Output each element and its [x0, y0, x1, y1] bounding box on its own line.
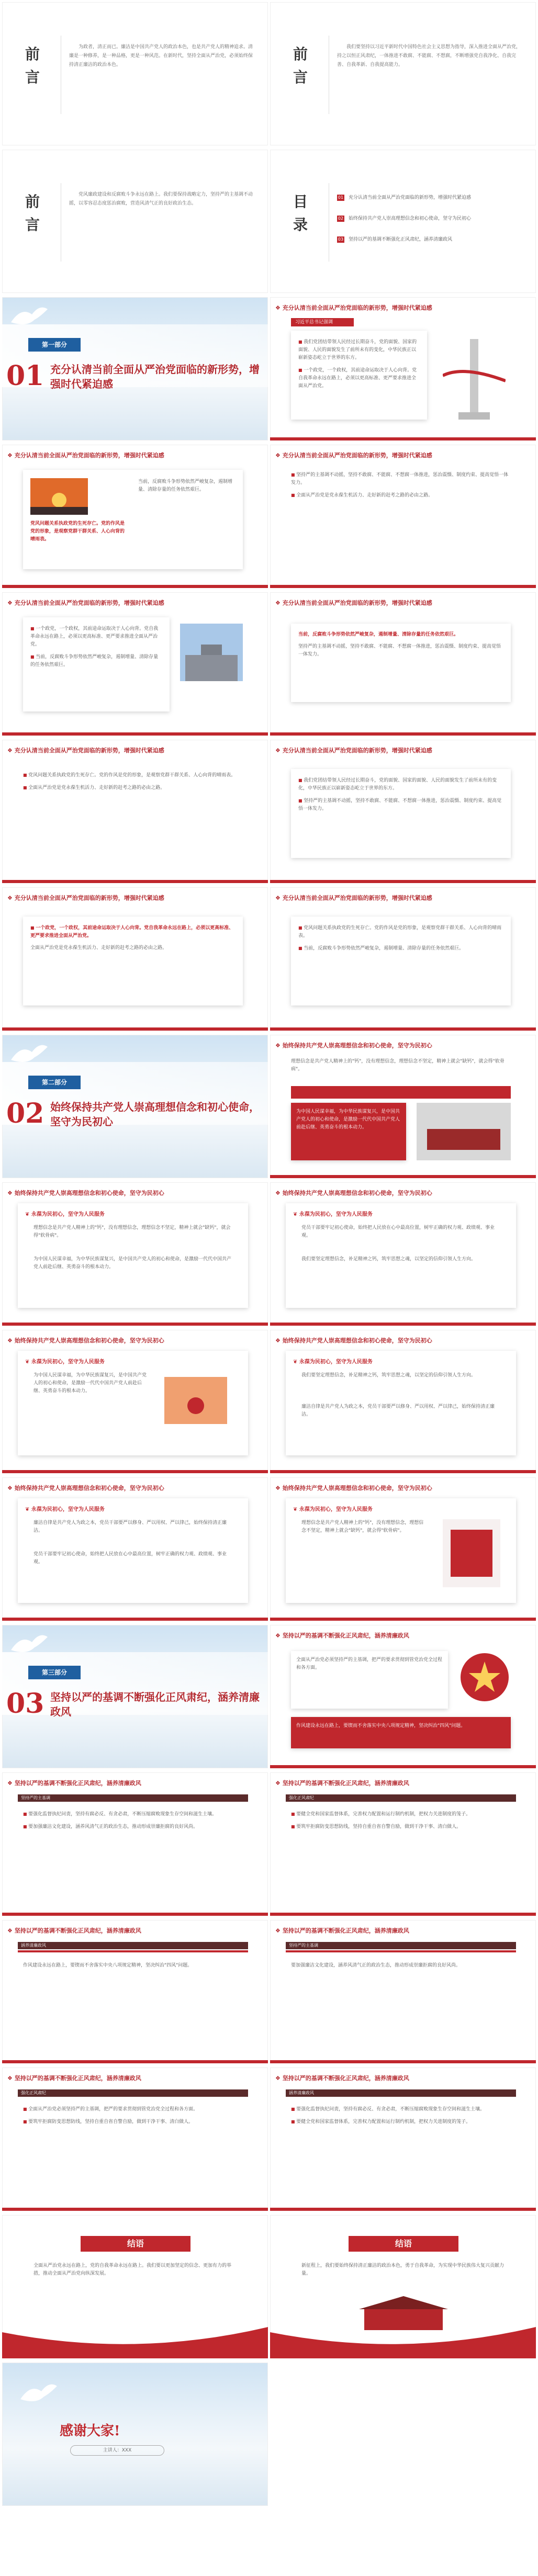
bottom-bar [2, 1323, 268, 1326]
card-text: 为中国人民谋幸福，为中华民族谋复兴，是中国共产党人的初心和使命，是激励一代代中国共产党人前赴后继、英勇奋斗的根本动力。 [296, 1109, 400, 1130]
section-bar: 涵养清廉政风 [286, 2089, 516, 2097]
card-text: 理想信念是共产党人精神上的"钙"，没有理想信念，理想信念不坚定，精神上就会"缺钙"，就会得"软骨病"。 [301, 1520, 424, 1533]
point-title: ❦ 永葆为民初心，坚守为人民服务 [25, 1210, 105, 1217]
bottom-bar [2, 1618, 268, 1621]
card-text: 党员干部要牢记初心使命，始终把人民放在心中最高位置，树牢正确的权力观、政绩观、事业观。 [301, 1225, 495, 1238]
presenter-label: 主讲人：XXX [70, 2445, 164, 2456]
bullet-text: ■ 全面从严治党必须坚持严的主基调，把严的要求贯彻到管党治党全过程和各方面。 [23, 2105, 243, 2114]
point-title: ❦ 永葆为民初心，坚守为人民服务 [293, 1357, 373, 1365]
card-text: 全面从严治党是党永葆生机活力、走好新的赶考之路的必由之路。 [30, 945, 167, 951]
part-tag: 第一部分 [28, 338, 81, 352]
content-card [23, 917, 243, 1005]
conclusion-title: 结语 [349, 2236, 458, 2252]
red-wave-decor [2, 2311, 268, 2358]
slide-text: 理想信念是共产党人精神上的"钙"，没有理想信念，理想信念不坚定，精神上就会"缺钙"，就会得"软骨病"。 [291, 1059, 505, 1072]
bottom-bar [270, 880, 536, 883]
content-card [291, 624, 511, 702]
part-tag: 第二部分 [28, 1076, 81, 1089]
bottom-bar [270, 1470, 536, 1473]
slide-part3-a [270, 1625, 536, 1768]
point-title: ❦ 永葆为民初心，坚守为人民服务 [293, 1505, 373, 1512]
foreword-title: 前 言 [293, 46, 308, 86]
section-bar: 强化正风肃纪 [286, 1794, 516, 1802]
slide-part1-a [270, 297, 536, 440]
slide-header: ❖ 充分认清当前全面从严治党面临的新形势，增强时代紧迫感 [7, 746, 164, 754]
seal-image [443, 1519, 500, 1587]
slide-part2-b [2, 1182, 268, 1326]
slide-conclusion-1 [2, 2215, 268, 2358]
slide-header: ❖ 充分认清当前全面从严治党面临的新形势，增强时代紧迫感 [275, 451, 432, 459]
card-text: ■ 当前，反腐败斗争形势依然严峻复杂，遏制增量、清除存量的任务依然艰巨。 [298, 944, 503, 953]
slide-header: ❖ 始终保持共产党人崇高理想信念和初心使命，坚守为民初心 [275, 1041, 432, 1049]
slide-header: ❖ 始终保持共产党人崇高理想信念和初心使命，坚守为民初心 [7, 1189, 164, 1197]
card-text: ■ 党风问题关系执政党的生死存亡。党的作风是党的形象，是观察党群干群关系、人心向背的晴雨表。 [298, 924, 503, 940]
slide-header: ❖ 充分认清当前全面从严治党面临的新形势，增强时代紧迫感 [275, 746, 432, 754]
part-number: 02 [6, 1098, 44, 1129]
bullet-text: ■ 要筑牢拒腐防变思想防线，坚持自重自省自警自励，做到干净干事、清白做人。 [23, 2118, 243, 2126]
foreword-title: 前 言 [25, 193, 40, 233]
section-bar: 强化正风肃纪 [18, 2089, 248, 2097]
content-card [291, 917, 511, 1005]
part-title: 始终保持共产党人崇高理想信念和初心使命，坚守为民初心 [50, 1101, 260, 1128]
dove-icon [18, 2378, 60, 2410]
slide-header: ❖ 坚持以严的基调不断强化正风肃纪，涵养清廉政风 [7, 1779, 141, 1787]
slide-part1-i [270, 887, 536, 1031]
slide-part2-e [270, 1330, 536, 1473]
slide-text: 作风建设永远在路上，要锲而不舍落实中央八项规定精神，坚决纠治"四风"问题。 [23, 1963, 193, 1968]
slide-header: ❖ 始终保持共产党人崇高理想信念和初心使命，坚守为民初心 [7, 1336, 164, 1345]
slide-part3-g [270, 2067, 536, 2211]
content-card [18, 1498, 248, 1603]
bottom-bar [2, 1027, 268, 1031]
section-bar: 涵养清廉政风 [18, 1942, 248, 1949]
slide-part3-f [2, 2067, 268, 2211]
card-text: 当前，反腐败斗争形势依然严峻复杂，遏制增量、清除存量的任务依然艰巨。 [138, 479, 233, 492]
content-card [23, 470, 243, 569]
slide-part3-c [270, 1772, 536, 1916]
content-card [286, 1203, 516, 1308]
bullet-text: ■ 要健全党和国家监督体系，完善权力配置和运行制约机制，把权力关进制度的笼子。 [291, 2118, 511, 2126]
card-text: 理想信念是共产党人精神上的"钙"，没有理想信念，理想信念不坚定，精神上就会"缺钙"，就会得"软骨病"。 [33, 1225, 231, 1238]
slide-text [23, 771, 243, 796]
bottom-bar [2, 2060, 268, 2063]
card-text: ■ 我们党团结带领人民经过长期奋斗，党的面貌、国家的面貌、人民的面貌发生了前所未有的变化，中华民族正以崭新姿态屹立于世界的东方。 [298, 338, 420, 362]
content-card [286, 1351, 516, 1455]
slide-part3-d [2, 1920, 268, 2063]
slide-part1-h [2, 887, 268, 1031]
slide-header: ❖ 坚持以严的基调不断强化正风肃纪，涵养清廉政风 [275, 1631, 409, 1640]
slide-header: ❖ 充分认清当前全面从严治党面临的新形势，增强时代紧迫感 [275, 894, 432, 902]
sub-ribbon: 习近平总书记强调 [291, 318, 354, 326]
slide-part1-b [2, 445, 268, 588]
sunrise-image [164, 1377, 227, 1424]
point-title: ❦ 永葆为民初心，坚守为人民服务 [25, 1505, 105, 1512]
slide-foreword-1 [2, 2, 268, 145]
slide-header: ❖ 坚持以严的基调不断强化正风肃纪，涵养清廉政风 [275, 2074, 409, 2082]
slide-toc [270, 150, 536, 293]
sunset-image [30, 478, 88, 515]
bottom-bar [270, 1913, 536, 1916]
content-card [291, 769, 511, 858]
bottom-bar [2, 1470, 268, 1473]
slide-header: ❖ 坚持以严的基调不断强化正风肃纪，涵养清廉政风 [275, 1779, 409, 1787]
slide-part2-c [270, 1182, 536, 1326]
building-image [180, 624, 243, 681]
point-title: ❦ 永葆为民初心，坚守为人民服务 [293, 1210, 373, 1217]
toc-title: 目 录 [293, 193, 308, 233]
content-card [291, 331, 427, 420]
slide-part1-cover [2, 297, 268, 440]
content-card [18, 1351, 248, 1455]
card-text: 全面从严治党必须坚持严的主基调，把严的要求贯彻到管党治党全过程和各方面。 [296, 1657, 443, 1670]
slide-thanks [2, 2363, 268, 2506]
slide-part1-c [270, 445, 536, 588]
bottom-bar [2, 880, 268, 883]
card-text: 为中国人民谋幸福，为中华民族谋复兴，是中国共产党人的初心和使命，是激励一代代中国共产党人前赴后继、英勇奋斗的根本动力。 [33, 1257, 232, 1270]
slide-part2-f [2, 1477, 268, 1621]
card-text: ■ 一个政党，一个政权，其前途命运取决于人心向背。党自我革命永远在路上，必须以更高标准、更严要求推进全面从严治党。 [30, 625, 162, 649]
card-text: 坚持严的主基调不动摇，坚持不敢腐、不能腐、不想腐一体推进，惩治震慑、制度约束、提高觉悟一体发力。 [298, 644, 501, 657]
foreword-title: 前 言 [25, 46, 40, 86]
accent-line [18, 1950, 248, 1952]
slide-part3-cover [2, 1625, 268, 1768]
slide-header: ❖ 坚持以严的基调不断强化正风肃纪，涵养清廉政风 [7, 1926, 141, 1935]
card-text: 党风问题关系执政党的生死存亡。党的作风是党的形象，是观察党群干群关系、人心向背的晴雨表。 [30, 521, 125, 542]
bottom-bar [2, 1913, 268, 1916]
bottom-bar [270, 437, 536, 440]
bullet-text: ■ 坚持严的主基调不动摇，坚持不敢腐、不能腐、不想腐一体推进，惩治震慑、制度约束、提高觉悟一体发力。 [291, 471, 511, 487]
slide-text [23, 1810, 243, 1835]
slide-part3-b [2, 1772, 268, 1916]
toc-item-1[interactable]: 01 充分认清当前全面从严治党面临的新形势，增强时代紧迫感 [338, 195, 472, 200]
slide-header: ❖ 始终保持共产党人崇高理想信念和初心使命，坚守为民初心 [275, 1484, 432, 1492]
foreword-paragraph: 我们要坚持以习近平新时代中国特色社会主义思想为指导，深入推进全面从严治党，持之以恒正风肃纪，一体推进不敢腐、不能腐、不想腐，不断增强党自我净化、自我完善、自我革新、自我提高能力。 [337, 44, 521, 67]
slide-header: ❖ 坚持以严的基调不断强化正风肃纪，涵养清廉政风 [7, 2074, 141, 2082]
bottom-bar [270, 732, 536, 736]
slide-part1-d [2, 592, 268, 736]
card-text: ■ 一个政党，一个政权，其前途命运取决于人心向背。党自我革命永远在路上，必须以更高标准、更严要求推进全面从严治党。 [30, 924, 236, 940]
bullet-text: ■ 要健全党和国家监督体系，完善权力配置和运行制约机制，把权力关进制度的笼子。 [291, 1810, 511, 1818]
bottom-bar [270, 2060, 536, 2063]
slide-text: 要加强廉洁文化建设，涵养风清气正的政治生态，推动形成崇廉拒腐的良好风尚。 [291, 1963, 461, 1968]
section-bar: 坚持严的主基调 [286, 1942, 516, 1949]
slide-part1-e [270, 592, 536, 736]
slide-foreword-3 [2, 150, 268, 293]
slide-header: ❖ 充分认清当前全面从严治党面临的新形势，增强时代紧迫感 [7, 451, 164, 459]
part-title: 充分认清当前全面从严治党面临的新形势，增强时代紧迫感 [50, 363, 260, 390]
part-title: 坚持以严的基调不断强化正风肃纪，涵养清廉政风 [50, 1691, 260, 1718]
bullet-text: ■ 要加强廉洁文化建设，涵养风清气正的政治生态，推动形成崇廉拒腐的良好风尚。 [23, 1823, 243, 1831]
slide-part1-g [270, 740, 536, 883]
highlight-bar [291, 1086, 511, 1099]
slide-part2-a [270, 1035, 536, 1178]
card-text: ■ 我们党团结带领人民经过长期奋斗，党的面貌、国家的面貌、人民的面貌发生了前所未有的变化，中华民族正以崭新姿态屹立于世界的东方。 [298, 776, 503, 793]
accent-line [286, 1950, 516, 1952]
slide-part2-g [270, 1477, 536, 1621]
square-image [417, 1103, 511, 1160]
content-card [291, 1651, 448, 1709]
slide-header: ❖ 充分认清当前全面从严治党面临的新形势，增强时代紧迫感 [275, 303, 432, 312]
flag-emblem-image [458, 1651, 511, 1703]
slide-text [291, 1810, 511, 1835]
slide-part1-f [2, 740, 268, 883]
bottom-bar [2, 585, 268, 588]
bullet-text: ■ 要强化监督执纪问责，坚持有腐必反、有贪必肃，不断压缩腐败现象生存空间和滋生土壤。 [23, 1810, 243, 1818]
point-title: ❦ 永葆为民初心，坚守为人民服务 [25, 1357, 105, 1365]
bottom-bar [270, 1027, 536, 1031]
slide-text [23, 2105, 243, 2130]
bottom-bar [270, 1765, 536, 1768]
card-text: 作风建设永远在路上，要锲而不舍落实中央八项规定精神，坚决纠治"四风"问题。 [296, 1723, 466, 1728]
bullet-text: ■ 党风问题关系执政党的生死存亡。党的作风是党的形象，是观察党群干群关系、人心向背的晴雨表。 [23, 771, 243, 779]
slide-text [291, 2105, 511, 2130]
bottom-bar [2, 732, 268, 736]
conclusion-text: 新征程上，我们要始终保持清正廉洁的政治本色，勇于自我革命，为实现中华民族伟大复兴贡献力量。 [301, 2263, 505, 2276]
card-text: 当前，反腐败斗争形势依然严峻复杂，遏制增量、清除存量的任务依然艰巨。 [298, 632, 459, 637]
bottom-bar [2, 2208, 268, 2211]
bottom-bar [270, 1323, 536, 1326]
content-card [286, 1498, 516, 1603]
slide-foreword-2 [270, 2, 536, 145]
card-text: 为中国人民谋幸福，为中华民族谋复兴，是中国共产党人的初心和使命，是激励一代代中国共产党人前赴后继、英勇奋斗的根本动力。 [33, 1373, 147, 1394]
bullet-text: ■ 要强化监督执纪问责，坚持有腐必反、有贪必肃，不断压缩腐败现象生存空间和滋生土壤。 [291, 2105, 511, 2114]
card-text: ■ 当前，反腐败斗争形势依然严峻复杂，遏制增量、清除存量的任务依然艰巨。 [30, 653, 162, 669]
red-card [291, 1717, 511, 1748]
slide-header: ❖ 充分认清当前全面从严治党面临的新形势，增强时代紧迫感 [7, 894, 164, 902]
monument-image [443, 329, 506, 423]
slide-header: ❖ 始终保持共产党人崇高理想信念和初心使命，坚守为民初心 [275, 1336, 432, 1345]
card-text: ■ 一个政党，一个政权，其前途命运取决于人心向背。党自我革命永远在路上，必须以更高标准、更严要求推进全面从严治党。 [298, 366, 420, 390]
red-wave-decor [270, 2311, 536, 2358]
foreword-paragraph: 为政者，清正而已。廉洁是中国共产党人的政治本色，也是共产党人的精神追求。清廉是一种修养，是一种品格，更是一种风范。在新时代，坚持全面从严治党，必须始终保持清正廉洁的政治本色。 [69, 44, 253, 67]
bottom-bar [270, 2208, 536, 2211]
content-card [23, 617, 170, 711]
foreword-paragraph: 党风廉政建设和反腐败斗争永远在路上。我们要保持战略定力，坚持严的主基调不动摇，以零容忍态度惩治腐败，营造风清气正的良好政治生态。 [69, 192, 253, 206]
slide-conclusion-2 [270, 2215, 536, 2358]
bottom-bar [270, 1175, 536, 1178]
bullet-text: ■ 要筑牢拒腐防变思想防线，坚持自重自省自警自励，做到干净干事、清白做人。 [291, 1823, 511, 1831]
conclusion-title: 结语 [81, 2236, 190, 2252]
slide-part3-e [270, 1920, 536, 2063]
slide-part2-d [2, 1330, 268, 1473]
card-text: 我们要坚定理想信念，补足精神之钙，筑牢思想之魂，以坚定的信仰引领人生方向。 [301, 1257, 476, 1262]
card-text: 廉洁自律是共产党人为政之本，党员干部要严以修身、严以用权、严以律己，始终保持清正廉洁。 [33, 1520, 227, 1533]
slide-header: ❖ 充分认清当前全面从严治党面临的新形势，增强时代紧迫感 [275, 598, 432, 607]
bullet-text: ■ 全面从严治党是党永葆生机活力、走好新的赶考之路的必由之路。 [291, 491, 511, 500]
slide-header: ❖ 坚持以严的基调不断强化正风肃纪，涵养清廉政风 [275, 1926, 409, 1935]
toc-item-2[interactable]: 02 始终保持共产党人崇高理想信念和初心使命，坚守为民初心 [338, 216, 472, 221]
content-card [18, 1203, 248, 1308]
bottom-bar [270, 585, 536, 588]
part-tag: 第三部分 [28, 1666, 81, 1679]
part-number: 03 [6, 1688, 44, 1720]
bottom-bar [270, 1618, 536, 1621]
bullet-text: ■ 全面从严治党是党永葆生机活力、走好新的赶考之路的必由之路。 [23, 784, 243, 792]
card-text: ■ 坚持严的主基调不动摇，坚持不敢腐、不能腐、不想腐一体推进，惩治震慑、制度约束、提高觉悟一体发力。 [298, 797, 503, 813]
slide-header: ❖ 始终保持共产党人崇高理想信念和初心使命，坚守为民初心 [7, 1484, 164, 1492]
slide-header: ❖ 充分认清当前全面从严治党面临的新形势，增强时代紧迫感 [7, 598, 164, 607]
card-text: 我们要坚定理想信念，补足精神之钙，筑牢思想之魂，以坚定的信仰引领人生方向。 [301, 1373, 476, 1378]
section-bar: 坚持严的主基调 [18, 1794, 248, 1802]
card-text: 廉洁自律是共产党人为政之本，党员干部要严以修身、严以用权、严以律己，始终保持清正廉洁。 [301, 1404, 495, 1417]
red-card [291, 1103, 406, 1160]
slide-text [291, 471, 511, 504]
part-number: 01 [6, 360, 44, 392]
slide-header: ❖ 始终保持共产党人崇高理想信念和初心使命，坚守为民初心 [275, 1189, 432, 1197]
slide-part2-cover [2, 1035, 268, 1178]
card-text: 党员干部要牢记初心使命，始终把人民放在心中最高位置，树牢正确的权力观、政绩观、事业观。 [33, 1552, 227, 1565]
conclusion-text: 全面从严治党永远在路上，党的自我革命永远在路上。我们要以更加坚定的信念、更加有力的举措，推动全面从严治党向纵深发展。 [33, 2263, 232, 2276]
thanks-title: 感谢大家! [60, 2423, 120, 2439]
toc-item-3[interactable]: 03 坚持以严的基调不断强化正风肃纪，涵养清廉政风 [338, 237, 453, 242]
